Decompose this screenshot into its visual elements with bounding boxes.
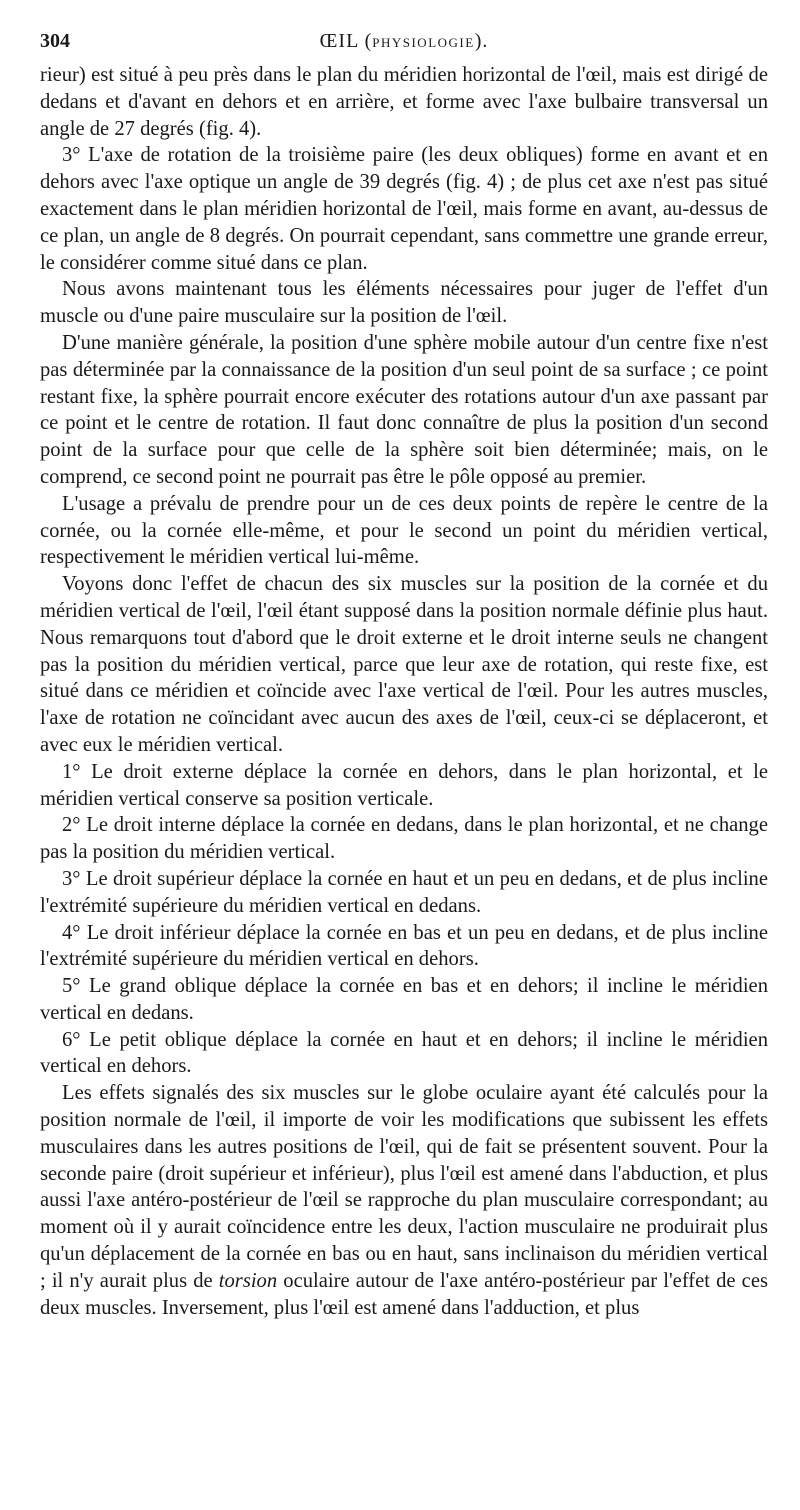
running-head-open: ( <box>358 30 373 52</box>
page <box>40 26 768 1321</box>
running-head <box>40 26 768 58</box>
paragraph-six-muscles: Voyons donc l'effet de chacun des six muscles sur la position de la cornée et du méridien vertical de l'œil, l'œil étant supposé dans la position normale définie plus haut. Nous remarquons tout d'abord que le droit externe et le droit interne seuls ne changent pas la position du méridien vertical, parce que leur axe de rotation, qui reste fixe, est situé dans ce méridien et coïncide avec l'axe vertical de l'œil. Pour les autres muscles, l'axe de rotation ne coïncidant avec aucun des axes de l'œil, ceux-ci se déplaceront, et avec eux le méridien vertical. <box>40 573 768 756</box>
paragraph-other-positions-part1: Les effets signalés des six muscles sur le globe oculaire ayant été calculés pour la position normale de l'œil, il importe de voir les modifications que subissent les effets musculaires dans les autres positions de l'œil, qui de fait se présentent souvent. Pour la seconde paire (droit supérieur et inférieur), plus l'œil est amené dans l'abduction, et plus aussi l'axe antéro-postérieur de l'œil se rapproche du plan musculaire correspondant; au moment où il y aurait coïncidence entre les deux, l'action musculaire ne produirait plus qu'un déplacement de la cornée en bas ou en haut, sans inclinaison du méridien vertical ; il n'y aurait plus de <box>40 1082 768 1292</box>
body-text <box>40 62 768 1321</box>
paragraph-third-axis: 3° L'axe de rotation de la troisième paire (les deux obliques) forme en avant et en dehors avec l'axe optique un angle de 39 degrés (fig. 4) ; de plus cet axe n'est pas situé exactement dans le plan méridien horizontal de l'œil, mais forme en avant, au-dessus de ce plan, un angle de 8 degrés. On pourrait cependant, sans commettre une grande erreur, le considérer comme situé dans ce plan. <box>40 144 768 274</box>
paragraph-droit-inferieur: 4° Le droit inférieur déplace la cornée en bas et un peu en dedans, et de plus incline l'extrémité supérieure du méridien vertical en dehors. <box>40 921 768 971</box>
paragraph-droit-superieur: 3° Le droit supérieur déplace la cornée en haut et un peu en dedans, et de plus incline l'extrémité supérieure du méridien vertical en dedans. <box>40 867 768 917</box>
running-head-subtitle: PHYSIOLOGIE <box>372 35 475 50</box>
paragraph-reference-points: L'usage a prévalu de prendre pour un de ces deux points de repère le centre de la cornée, ou la cornée elle-même, et pour le second un point du méridien vertical, respectivement le méridien vertical lui-même. <box>40 492 768 569</box>
term-torsion: torsion <box>218 1269 278 1292</box>
paragraph-petit-oblique: 6° Le petit oblique déplace la cornée en haut et en dehors; il incline le méridien vertical en dehors. <box>40 1028 768 1078</box>
page-number: 304 <box>40 30 70 52</box>
paragraph-other-positions <box>40 1080 768 1321</box>
paragraph-continued: rieur) est situé à peu près dans le plan du méridien horizontal de l'œil, mais est dirigé de dedans et d'avant en dehors et en arrière, et forme avec l'axe bulbaire transversal un angle de 27 degrés (fig. 4). <box>40 64 768 140</box>
running-head-close: ). <box>474 30 489 52</box>
paragraph-other-positions-part2: oculaire autour de l'axe antéro-postérieur par l'effet de ces deux muscles. Inversement, plus l'œil est amené dans l'adduction, et plus <box>40 1269 768 1319</box>
running-head-title: ŒIL <box>319 30 359 52</box>
paragraph-sphere-position: D'une manière générale, la position d'une sphère mobile autour d'un centre fixe n'est pas déterminée par la connaissance de la position d'un seul point de sa surface ; ce point restant fixe, la sphère pourrait encore exécuter des rotations autour d'un axe passant par ce point et le centre de rotation. Il faut donc connaître de plus la position d'un second point de la surface pour que celle de la sphère soit bien déterminée; mais, on le comprend, ce second point ne pourrait pas être le pôle opposé au premier. <box>40 331 768 488</box>
paragraph-elements: Nous avons maintenant tous les éléments nécessaires pour juger de l'effet d'un muscle ou d'une paire musculaire sur la position de l'œil. <box>40 278 768 328</box>
paragraph-droit-externe: 1° Le droit externe déplace la cornée en dehors, dans le plan horizontal, et le méridien vertical conserve sa position verticale. <box>40 760 768 810</box>
page-header <box>40 26 768 56</box>
paragraph-droit-interne: 2° Le droit interne déplace la cornée en dedans, dans le plan horizontal, et ne change pas la position du méridien vertical. <box>40 814 768 864</box>
paragraph-grand-oblique: 5° Le grand oblique déplace la cornée en bas et en dehors; il incline le méridien vertical en dedans. <box>40 975 768 1024</box>
